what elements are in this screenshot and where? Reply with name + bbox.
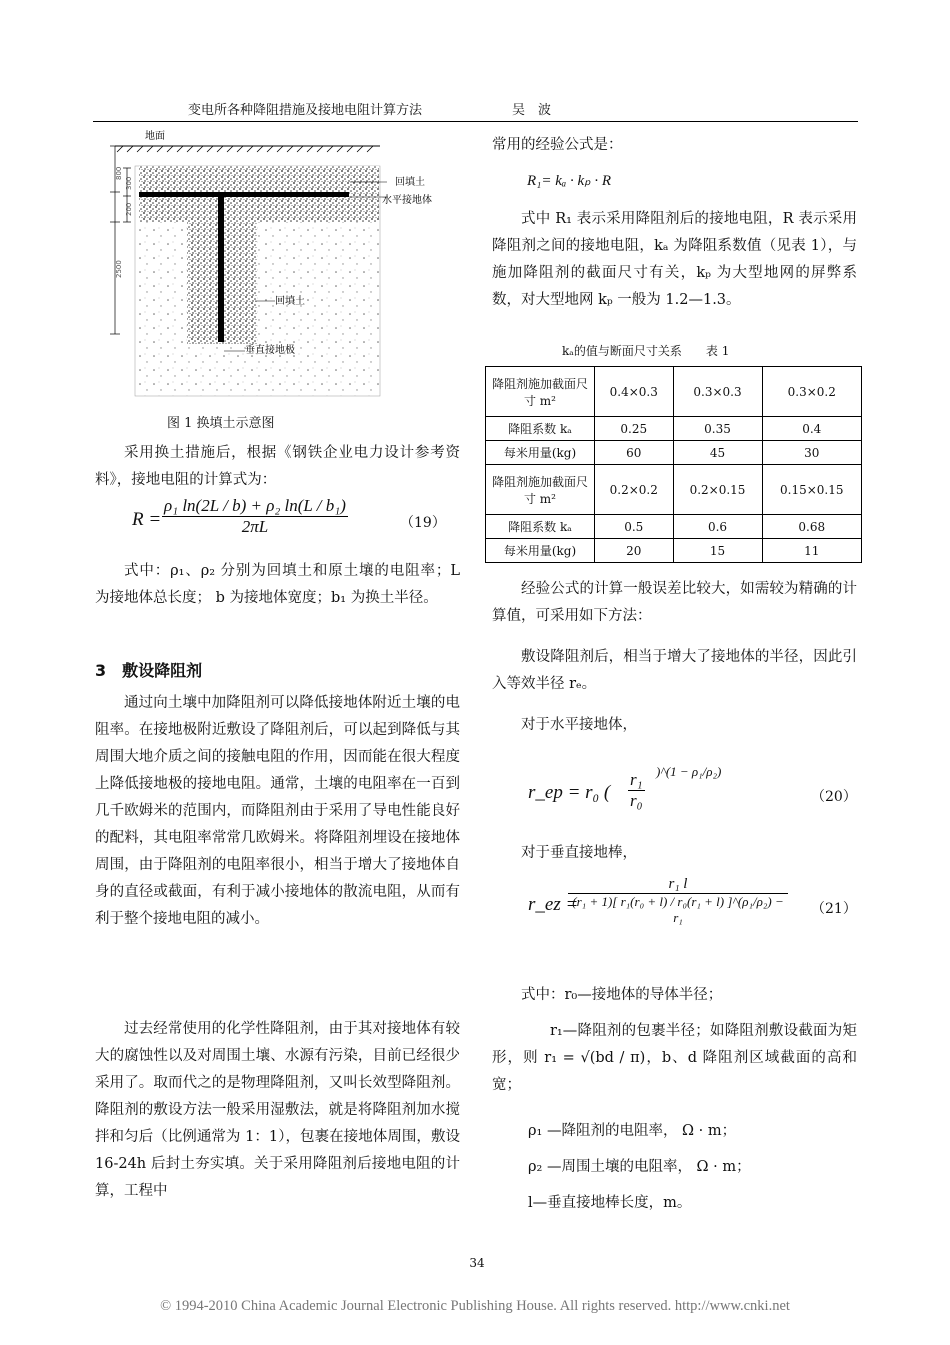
- right-paragraph-4: 敷设降阻剂后，相当于增大了接地体的半径，因此引入等效半径 rₑ。: [492, 649, 857, 692]
- table-caption: kₐ的值与断面尺寸关系 表 1: [562, 344, 730, 358]
- table-cell: 降阻系数 kₐ: [486, 417, 595, 441]
- fig-dim-2500: 2500: [115, 260, 123, 278]
- right-paragraph-1: 常用的经验公式是：: [492, 137, 623, 153]
- table-cell: 每米用量(kg): [486, 441, 595, 465]
- fig-label-vertical: 垂直接地极: [245, 345, 295, 356]
- eq19-number: （19）: [400, 515, 446, 531]
- header-title: 变电所各种降阻措施及接地电阻计算方法: [188, 103, 423, 118]
- left-paragraph-3: 通过向土壤中加降阻剂可以降低接地体附近土壤的电阻率。在接地极附近敷设了降阻剂后，可以起到降低与其周围大地介质之间的接触电阻的作用，因而能在很大程度上降低接地极的接地电阻。通常，土壤的电阻率在一百到几千欧姆米的范围内，而降阻剂由于采用了导电性能良好的配料，其电阻率常常几欧姆米。将降阻剂埋设在接地体周围，由于降阻剂的电阻率很小，相当于增大了接地体自身的直径或截面，有利于减小接地体的散流电阻，从而有利于整个接地电阻的减小。: [95, 695, 460, 927]
- table-cell: 0.2×0.2: [595, 465, 674, 515]
- eq20-lhs: r_ep = r₀ (: [528, 782, 611, 803]
- definition-l: l—垂直接地棒长度，m。: [528, 1195, 692, 1211]
- eq19-denominator: 2πL: [241, 517, 269, 536]
- left-paragraph-4: 过去经常使用的化学性降阻剂，由于其对接地体有较大的腐蚀性以及对周围土壤、水源有污染，目前已经很少采用了。取而代之的是物理降阻剂，又叫长效型降阻剂。降阻剂的敷设方法一般采用湿敷法，就是将降阻剂加水搅拌和匀后（比例通常为 1：1），包裹在接地体周围，敷设 16-24h 后封土夯实填。关于采用降阻剂后接地电阻的计算，工程中: [95, 1021, 460, 1199]
- right-paragraph-3: 经验公式的计算一般误差比较大，如需较为精确的计算值，可采用如下方法：: [492, 581, 857, 624]
- table-cell: 30: [762, 441, 862, 465]
- table-cell: 0.4×0.3: [595, 367, 674, 417]
- right-formula: R₁= kₐ · kₚ · R: [527, 173, 612, 189]
- table-cell: 0.15×0.15: [762, 465, 862, 515]
- table-cell: 0.4: [762, 417, 862, 441]
- header-author: 吴 波: [512, 103, 552, 118]
- equation-19: [132, 496, 462, 546]
- eq21-fraction: [568, 876, 788, 926]
- table-cell: 15: [673, 539, 762, 563]
- table-row: [486, 367, 862, 417]
- table-row: [486, 515, 862, 539]
- eq20-number: （20）: [811, 789, 857, 805]
- fig-dim-200: 200: [125, 202, 133, 216]
- table-cell: 20: [595, 539, 674, 563]
- right-paragraph-6: 对于垂直接地棒，: [521, 845, 637, 861]
- table-cell: 0.2×0.15: [673, 465, 762, 515]
- equation-21: [528, 876, 858, 966]
- eq20-exponent: )^(1 − ρ₁/ρ₂): [656, 764, 722, 779]
- table-cell: 每米用量(kg): [486, 539, 595, 563]
- eq19-lhs: R =: [132, 509, 162, 530]
- fig-dim-300: 300: [125, 176, 133, 190]
- eq19-fraction: [162, 496, 348, 537]
- right-paragraph-5: 对于水平接地体，: [521, 717, 637, 733]
- table-cell: 0.6: [673, 515, 762, 539]
- figure-caption: 图 1 换填土示意图: [167, 416, 275, 431]
- left-paragraph-2: 式中：ρ₁、ρ₂ 分别为回填土和原土壤的电阻率；L 为接地体总长度； b 为接地体宽度；b₁ 为换土半径。: [95, 563, 460, 606]
- table-row: [486, 539, 862, 563]
- table-cell: 降阻系数 kₐ: [486, 515, 595, 539]
- right-paragraph-2: 式中 R₁ 表示采用降阻剂后的接地电阻，R 表示采用降阻剂之间的接地电阻，kₐ 为降阻系数值（见表 1），与施加降阻剂的截面尺寸有关，kₚ 为大型地网的屏弊系数，对大型地网 kₚ 一般为 1.2—1.3。: [492, 211, 857, 308]
- eq21-numerator: r₁ l: [568, 876, 788, 894]
- table-cell: 0.35: [673, 417, 762, 441]
- table-row: [486, 417, 862, 441]
- table-cell: 60: [595, 441, 674, 465]
- fig-label-backfill-pit: 回填土: [275, 296, 305, 307]
- eq19-numerator: ρ₁ ln(2L / b) + ρ₂ ln(L / b₁): [164, 496, 346, 515]
- definition-rho2: ρ₂ —周围土壤的电阻率， Ω · m；: [528, 1159, 751, 1175]
- eq21-lhs: r_ez =: [528, 894, 579, 915]
- table-row: [486, 441, 862, 465]
- table-cell: 降阻剂施加截面尺寸 m²: [486, 367, 595, 417]
- page-number: 34: [469, 1256, 485, 1270]
- definition-r1: r₁—降阻剂的包裹半径；如降阻剂敷设截面为矩形，则 r₁ = √(bd / π)，b、d 降阻剂区域截面的高和宽；: [492, 1023, 857, 1093]
- table-cell: 0.68: [762, 515, 862, 539]
- figure-1-drawing: [95, 128, 475, 408]
- fig-dim-800: 800: [115, 166, 123, 180]
- table-row: [486, 465, 862, 515]
- table-1: [485, 366, 862, 563]
- eq20-frac-num: r₁: [630, 770, 643, 789]
- copyright-footer: © 1994-2010 China Academic Journal Electronic Publishing House. All rights reserved. http://www.cnki.net: [160, 1298, 790, 1314]
- fig-label-backfill-top: 回填土: [395, 177, 425, 188]
- header-rule: [93, 121, 858, 122]
- equation-20: [528, 762, 858, 826]
- definition-r0: 式中：r₀—接地体的导体半径；: [521, 987, 723, 1003]
- section-heading-3: 3 敷设降阻剂: [95, 661, 203, 680]
- definition-rho1: ρ₁ —降阻剂的电阻率， Ω · m；: [528, 1123, 737, 1139]
- table-cell: 11: [762, 539, 862, 563]
- table-cell: 0.5: [595, 515, 674, 539]
- fig-label-horizontal: 水平接地体: [382, 195, 432, 206]
- table-cell: 0.25: [595, 417, 674, 441]
- eq21-denominator: (r₁ + 1)[ r₁(r₀ + l) / r₀(r₁ + l) ]^(ρ₁/ρ₂) − r₁: [572, 894, 784, 925]
- figure-1: [95, 128, 475, 408]
- eq20-frac-den: r₀: [630, 791, 643, 810]
- running-header: [0, 99, 950, 121]
- table-cell: 降阻剂施加截面尺寸 m²: [486, 465, 595, 515]
- left-paragraph-1: 采用换土措施后，根据《钢铁企业电力设计参考资料》，接地电阻的计算式为：: [95, 445, 460, 488]
- eq20-fraction: [628, 770, 645, 811]
- fig-ground-label: 地面: [145, 131, 165, 142]
- eq21-number: （21）: [811, 901, 857, 917]
- table-cell: 0.3×0.3: [673, 367, 762, 417]
- table-cell: 45: [673, 441, 762, 465]
- table-cell: 0.3×0.2: [762, 367, 862, 417]
